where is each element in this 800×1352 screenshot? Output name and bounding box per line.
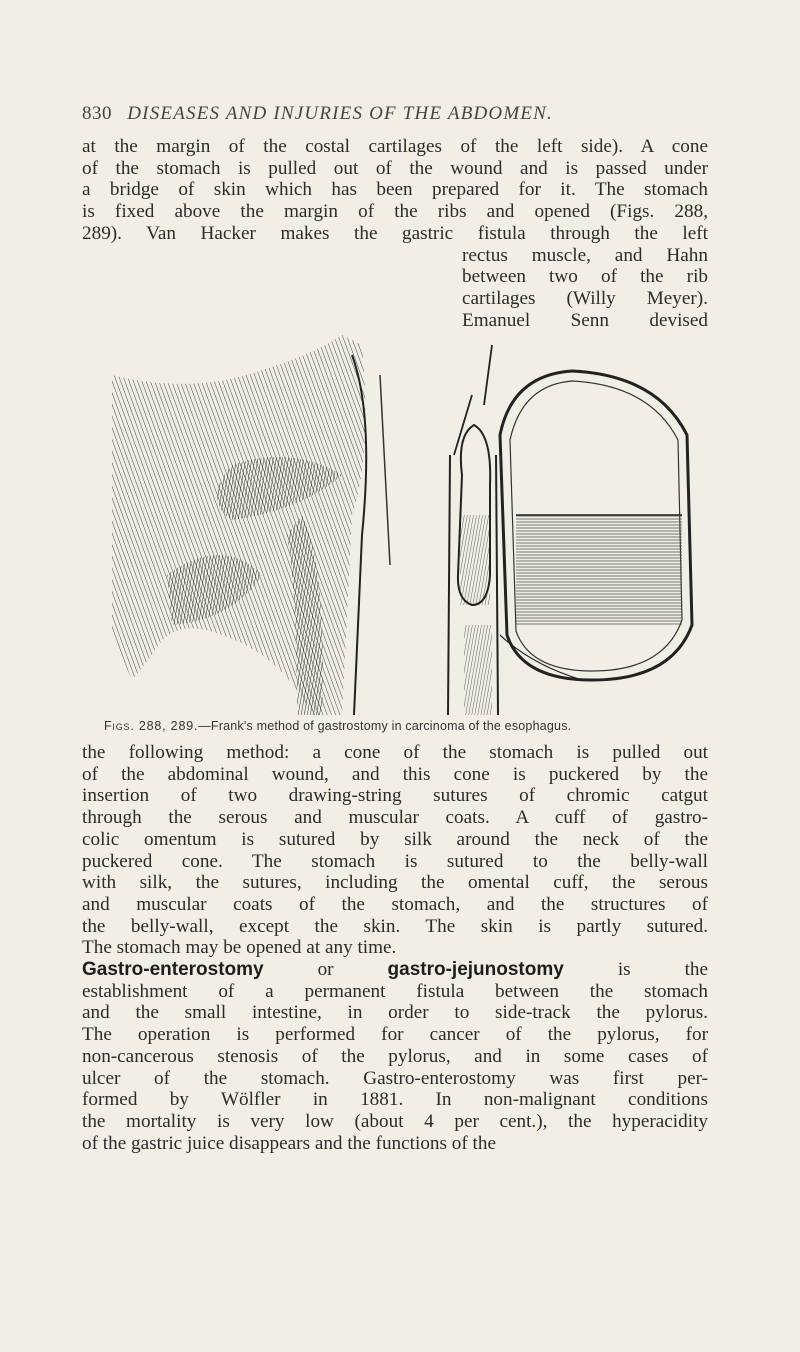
term-gastro-jejunostomy: gastro-jejunostomy [387,959,564,981]
term-line [82,959,708,981]
caption-text: —Frank's method of gastrostomy in carcinoma of the esophagus. [198,719,572,733]
text-line: 289). Van Hacker makes the gastric fistula through the left [82,222,708,244]
text-line: at the margin of the costal cartilages of the left side). A cone [82,136,708,157]
text-line: of the stomach is pulled out of the wound and is passed under [82,157,708,179]
text-line: establishment of a permanent fistula between the stomach [82,980,708,1002]
paragraph-top [82,136,708,331]
text-line: cartilages (Willy Meyer). [462,287,708,309]
text-line: non-cancerous stenosis of the pylorus, and in some cases of [82,1045,708,1067]
text-line: of the abdominal wound, and this cone is puckered by the [82,763,708,785]
text-line: rectus muscle, and Hahn [462,244,708,266]
figure-illustration [112,335,708,720]
text-line: The stomach may be opened at any time. [82,937,397,959]
text-line: and the small intestine, in order to side-track the pylorus. [82,1002,708,1024]
text-line: between two of the rib [462,266,708,288]
figure-289 [448,345,692,715]
page-number: 830 [82,103,112,124]
text-line: ulcer of the stomach. Gastro-enterostomy was first per- [82,1067,708,1089]
text-line: the following method: a cone of the stomach is pulled out [82,742,708,763]
text-line: of the gastric juice disappears and the functions of the [82,1132,496,1154]
text-line: through the serous and muscular coats. A cuff of gastro- [82,807,708,829]
text-line: the belly-wall, except the skin. The skin is partly sutured. [82,915,708,937]
or-word: or [317,959,334,981]
text-line: the mortality is very low (about 4 per cent.), the hyperacidity [82,1110,708,1132]
figure-caption [104,719,704,733]
text-line: insertion of two drawing-string sutures of chromic catgut [82,785,708,807]
caption-figure-numbers: Figs. 288, 289. [104,719,199,733]
text-line: and muscular coats of the stomach, and the structures of [82,893,708,915]
running-head [82,103,722,125]
text-line: colic omentum is sutured by silk around the neck of the [82,828,708,850]
text-line: formed by Wölfler in 1881. In non-malignant conditions [82,1089,708,1111]
text-line: a bridge of skin which has been prepared for it. The stomach [82,179,708,201]
running-title: DISEASES AND INJURIES OF THE ABDOMEN. [127,103,554,124]
text-line: Emanuel Senn devised [462,309,708,331]
term-line-tail: is the [617,959,708,981]
term-gastro-enterostomy: Gastro-enterostomy [82,959,264,981]
text-line: is fixed above the margin of the ribs and opened (Figs. 288, [82,201,708,223]
text-line: The operation is performed for cancer of the pylorus, for [82,1024,708,1046]
text-line: puckered cone. The stomach is sutured to the belly-wall [82,850,708,872]
figure-288 [112,335,390,715]
text-line: with silk, the sutures, including the omental cuff, the serous [82,872,708,894]
gastrostomy-engraving [112,335,708,720]
paragraph-bottom [82,742,708,1154]
